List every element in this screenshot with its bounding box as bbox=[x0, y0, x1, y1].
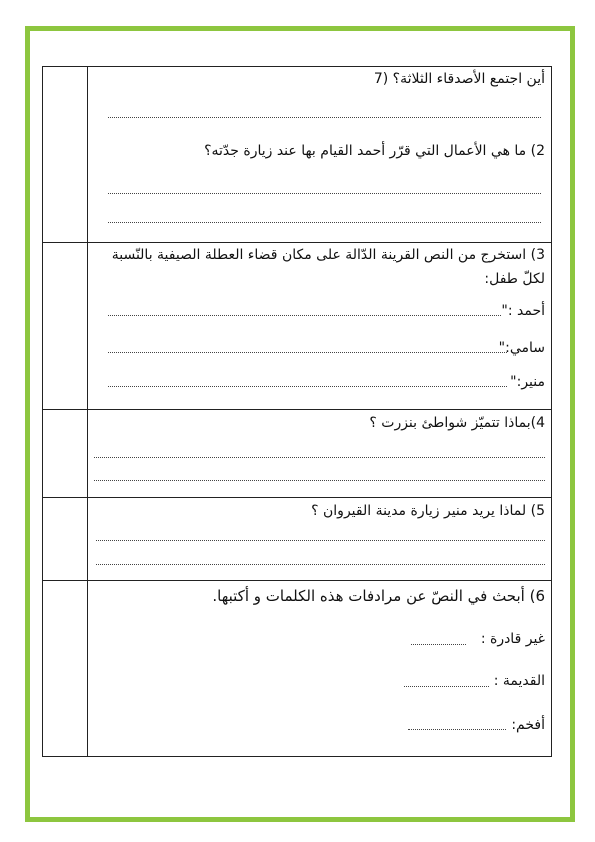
question-5-text: 5) لماذا يريد منير زيارة مدينة القيروان ؟ bbox=[311, 503, 545, 519]
score-cell bbox=[43, 243, 88, 410]
item-afkham-label: أفخم: bbox=[511, 717, 545, 733]
question-3-text-cont: لكلّ طفل: bbox=[484, 271, 545, 287]
answer-line[interactable] bbox=[108, 193, 541, 194]
question-6-text: 6) أبحث في النصّ عن مرادفات هذه الكلمات و أكتبها. bbox=[212, 587, 545, 605]
score-cell bbox=[43, 410, 88, 498]
answer-line[interactable] bbox=[108, 117, 541, 118]
question-3-text: 3) استخرج من النص القرينة الدّالة على مكان قضاء العطلة الصيفية بالنّسبة bbox=[111, 247, 545, 263]
answer-line[interactable] bbox=[404, 686, 489, 687]
table-row bbox=[43, 67, 552, 243]
question-2-text: 2) ما هي الأعمال التي قرّر أحمد القيام بها عند زيارة جدّته؟ bbox=[204, 143, 545, 159]
answer-line[interactable] bbox=[96, 540, 545, 541]
question-4-text: 4)بماذا تتميّز شواطئ بنزرت ؟ bbox=[369, 415, 545, 431]
score-cell bbox=[43, 67, 88, 243]
item-ghair-qadira-label: غير قادرة : bbox=[480, 631, 545, 647]
item-qadima-label: القديمة : bbox=[493, 673, 545, 689]
answer-line[interactable] bbox=[94, 457, 545, 458]
answer-line[interactable] bbox=[408, 729, 506, 730]
answer-line[interactable] bbox=[411, 644, 466, 645]
answer-line[interactable] bbox=[108, 315, 501, 316]
answer-line[interactable] bbox=[108, 386, 507, 387]
question-cell bbox=[88, 410, 552, 498]
answer-line[interactable] bbox=[94, 480, 545, 481]
question-cell bbox=[88, 498, 552, 581]
table-row bbox=[43, 410, 552, 498]
table-row bbox=[43, 581, 552, 757]
question-cell bbox=[88, 581, 552, 757]
answer-line[interactable] bbox=[108, 352, 507, 353]
item-mounir-label: منير:" bbox=[510, 374, 545, 390]
item-ahmed-label: أحمد :" bbox=[501, 303, 545, 319]
question-cell bbox=[88, 67, 552, 243]
table-row bbox=[43, 243, 552, 410]
answer-line[interactable] bbox=[108, 222, 541, 223]
worksheet-table bbox=[42, 66, 552, 757]
question-cell bbox=[88, 243, 552, 410]
table-row bbox=[43, 498, 552, 581]
score-cell bbox=[43, 498, 88, 581]
score-cell bbox=[43, 581, 88, 757]
question-7-text: أين اجتمع الأصدقاء الثلاثة؟ (7 bbox=[373, 71, 545, 87]
answer-line[interactable] bbox=[96, 564, 545, 565]
item-sami-label: سامي:" bbox=[498, 340, 545, 356]
